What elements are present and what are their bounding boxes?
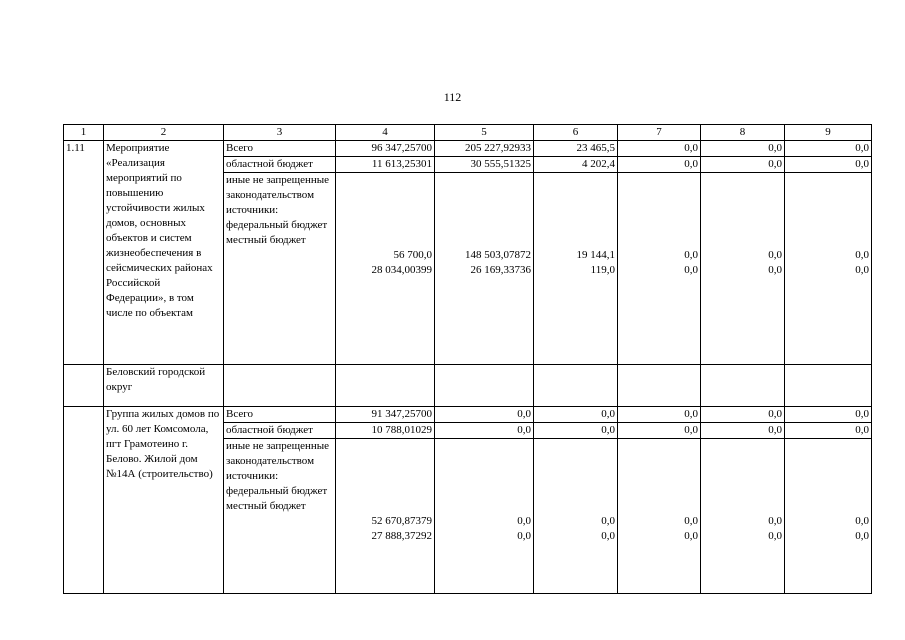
value-cell: 0,0 bbox=[684, 264, 698, 276]
spacer-line bbox=[536, 233, 615, 248]
value-column bbox=[785, 141, 872, 365]
spacer-line bbox=[620, 439, 698, 454]
spacer-line bbox=[787, 469, 869, 484]
value-cell: 0,0 bbox=[701, 407, 784, 423]
spacer-line bbox=[437, 469, 531, 484]
value-cell: 205 227,92933 bbox=[435, 141, 533, 157]
column-header: 2 bbox=[104, 125, 224, 141]
spacer-line bbox=[437, 484, 531, 499]
table-row bbox=[64, 365, 872, 407]
value-cell: 28 034,00399 bbox=[371, 264, 432, 276]
spacer-line bbox=[437, 454, 531, 469]
value-cell: 0,0 bbox=[768, 530, 782, 542]
spacer-line bbox=[787, 484, 869, 499]
value-cell: 0,0 bbox=[435, 407, 533, 423]
value-column bbox=[534, 407, 618, 594]
table-body bbox=[64, 125, 872, 594]
value-cell: 0,0 bbox=[684, 530, 698, 542]
spacer-line bbox=[338, 218, 432, 233]
value-column bbox=[336, 407, 435, 594]
spacer-line bbox=[536, 439, 615, 454]
column-header: 1 bbox=[64, 125, 104, 141]
empty-cell bbox=[618, 365, 701, 407]
value-cell: 0,0 bbox=[684, 515, 698, 527]
value-cell: 0,0 bbox=[618, 423, 700, 439]
empty-cell bbox=[534, 365, 618, 407]
value-cell: 19 144,1 bbox=[576, 249, 615, 261]
other-sources-label: иные не запрещенные законодательством источники: bbox=[226, 174, 330, 216]
column-header: 9 bbox=[785, 125, 872, 141]
spacer-line bbox=[703, 469, 782, 484]
value-cell: 0,0 bbox=[855, 530, 869, 542]
spacer-line bbox=[338, 439, 432, 454]
spacer-line bbox=[437, 173, 531, 188]
value-cell: 0,0 bbox=[855, 249, 869, 261]
item-number: 1.11 bbox=[64, 141, 104, 365]
row-label: местный бюджет bbox=[226, 500, 306, 512]
spacer-line bbox=[703, 188, 782, 203]
spacer-line bbox=[536, 203, 615, 218]
spacer-line bbox=[536, 469, 615, 484]
spacer-line bbox=[536, 499, 615, 514]
empty-cell bbox=[701, 365, 785, 407]
value-column bbox=[618, 141, 701, 365]
empty-cell bbox=[435, 365, 534, 407]
spacer-line bbox=[536, 484, 615, 499]
spacer-line bbox=[620, 233, 698, 248]
column-header: 7 bbox=[618, 125, 701, 141]
funding-labels bbox=[224, 141, 336, 365]
spacer-line bbox=[620, 203, 698, 218]
value-cell: 30 555,51325 bbox=[435, 157, 533, 173]
spacer-line bbox=[338, 499, 432, 514]
value-column bbox=[534, 141, 618, 365]
value-cell: 0,0 bbox=[768, 264, 782, 276]
budget-table bbox=[63, 124, 872, 594]
spacer-line bbox=[620, 484, 698, 499]
row-label: областной бюджет bbox=[224, 423, 335, 439]
spacer-line bbox=[620, 188, 698, 203]
empty-cell bbox=[785, 365, 872, 407]
value-cell: 27 888,37292 bbox=[371, 530, 432, 542]
value-column bbox=[435, 407, 534, 594]
value-cell: 10 788,01029 bbox=[336, 423, 434, 439]
row-label: федеральный бюджет bbox=[226, 219, 328, 231]
spacer-line bbox=[787, 173, 869, 188]
page-number: 112 bbox=[443, 90, 462, 104]
value-cell: 0,0 bbox=[601, 530, 615, 542]
value-cell: 0,0 bbox=[618, 407, 700, 423]
item-name: Группа жилых домов по ул. 60 лет Комсомола, пгт Грамотеино г. Белово. Жилой дом №14А (строительство) bbox=[104, 407, 224, 594]
value-cell: 0,0 bbox=[534, 407, 617, 423]
item-name: Мероприятие «Реализация мероприятий по повышению устойчивости жилых домов, основных объектов и систем жизнеобеспечения в сейсмических районах Российской Федерации», в том числе по объектам bbox=[104, 141, 224, 365]
row-label: областной бюджет bbox=[224, 157, 335, 173]
value-cell: 0,0 bbox=[517, 515, 531, 527]
value-cell: 23 465,5 bbox=[534, 141, 617, 157]
spacer-line bbox=[338, 233, 432, 248]
spacer-line bbox=[437, 233, 531, 248]
column-header: 8 bbox=[701, 125, 785, 141]
spacer-line bbox=[703, 233, 782, 248]
value-cell: 0,0 bbox=[768, 249, 782, 261]
spacer-line bbox=[536, 188, 615, 203]
spacer-line bbox=[620, 218, 698, 233]
value-cell: 0,0 bbox=[768, 515, 782, 527]
spacer-line bbox=[703, 203, 782, 218]
spacer-line bbox=[437, 188, 531, 203]
spacer-line bbox=[338, 469, 432, 484]
value-cell: 0,0 bbox=[785, 157, 871, 173]
spacer-line bbox=[437, 499, 531, 514]
value-cell: 0,0 bbox=[855, 264, 869, 276]
spacer-line bbox=[703, 454, 782, 469]
header-row bbox=[64, 125, 872, 141]
spacer-line bbox=[338, 454, 432, 469]
table-row bbox=[64, 407, 872, 594]
row-label: местный бюджет bbox=[226, 234, 306, 246]
spacer-line bbox=[787, 439, 869, 454]
spacer-line bbox=[437, 218, 531, 233]
spacer-line bbox=[437, 203, 531, 218]
spacer-line bbox=[703, 484, 782, 499]
spacer-line bbox=[620, 173, 698, 188]
table-row bbox=[64, 141, 872, 365]
value-cell: 56 700,0 bbox=[393, 249, 432, 261]
value-cell: 0,0 bbox=[855, 515, 869, 527]
other-sources-label: иные не запрещенные законодательством источники: bbox=[226, 440, 330, 482]
value-cell: 4 202,4 bbox=[534, 157, 617, 173]
value-cell: 96 347,25700 bbox=[336, 141, 434, 157]
row-label: Всего bbox=[224, 407, 335, 423]
spacer-line bbox=[787, 454, 869, 469]
spacer-line bbox=[536, 454, 615, 469]
value-column bbox=[785, 407, 872, 594]
row-label: федеральный бюджет bbox=[226, 485, 328, 497]
value-cell: 0,0 bbox=[701, 141, 784, 157]
value-cell: 11 613,25301 bbox=[336, 157, 434, 173]
empty-cell bbox=[224, 365, 336, 407]
value-cell: 52 670,87379 bbox=[371, 515, 432, 527]
spacer-line bbox=[338, 188, 432, 203]
spacer-line bbox=[620, 469, 698, 484]
value-cell: 0,0 bbox=[534, 423, 617, 439]
value-column bbox=[701, 141, 785, 365]
column-header: 5 bbox=[435, 125, 534, 141]
value-cell: 148 503,07872 bbox=[465, 249, 531, 261]
empty-cell bbox=[64, 407, 104, 594]
spacer-line bbox=[437, 439, 531, 454]
column-header: 4 bbox=[336, 125, 435, 141]
spacer-line bbox=[787, 233, 869, 248]
column-header: 6 bbox=[534, 125, 618, 141]
spacer-line bbox=[620, 454, 698, 469]
funding-labels bbox=[224, 407, 336, 594]
value-cell: 0,0 bbox=[785, 141, 871, 157]
spacer-line bbox=[338, 203, 432, 218]
value-column bbox=[435, 141, 534, 365]
value-cell: 0,0 bbox=[517, 530, 531, 542]
value-cell: 0,0 bbox=[684, 249, 698, 261]
spacer-line bbox=[703, 173, 782, 188]
value-cell: 26 169,33736 bbox=[470, 264, 531, 276]
spacer-line bbox=[703, 439, 782, 454]
empty-cell bbox=[336, 365, 435, 407]
value-column bbox=[701, 407, 785, 594]
value-cell: 0,0 bbox=[701, 157, 784, 173]
row-label: Всего bbox=[224, 141, 335, 157]
value-cell: 0,0 bbox=[785, 407, 871, 423]
value-cell: 91 347,25700 bbox=[336, 407, 434, 423]
spacer-line bbox=[787, 188, 869, 203]
value-cell: 0,0 bbox=[435, 423, 533, 439]
spacer-line bbox=[536, 173, 615, 188]
value-cell: 0,0 bbox=[701, 423, 784, 439]
value-cell: 0,0 bbox=[785, 423, 871, 439]
empty-cell bbox=[64, 365, 104, 407]
spacer-line bbox=[787, 218, 869, 233]
value-cell: 0,0 bbox=[618, 157, 700, 173]
value-cell: 0,0 bbox=[618, 141, 700, 157]
spacer-line bbox=[536, 218, 615, 233]
spacer-line bbox=[787, 499, 869, 514]
spacer-line bbox=[338, 173, 432, 188]
item-name: Беловский городской округ bbox=[104, 365, 224, 407]
value-cell: 119,0 bbox=[590, 264, 615, 276]
spacer-line bbox=[703, 499, 782, 514]
spacer-line bbox=[338, 484, 432, 499]
spacer-line bbox=[703, 218, 782, 233]
value-column bbox=[336, 141, 435, 365]
value-column bbox=[618, 407, 701, 594]
spacer-line bbox=[620, 499, 698, 514]
column-header: 3 bbox=[224, 125, 336, 141]
value-cell: 0,0 bbox=[601, 515, 615, 527]
spacer-line bbox=[787, 203, 869, 218]
